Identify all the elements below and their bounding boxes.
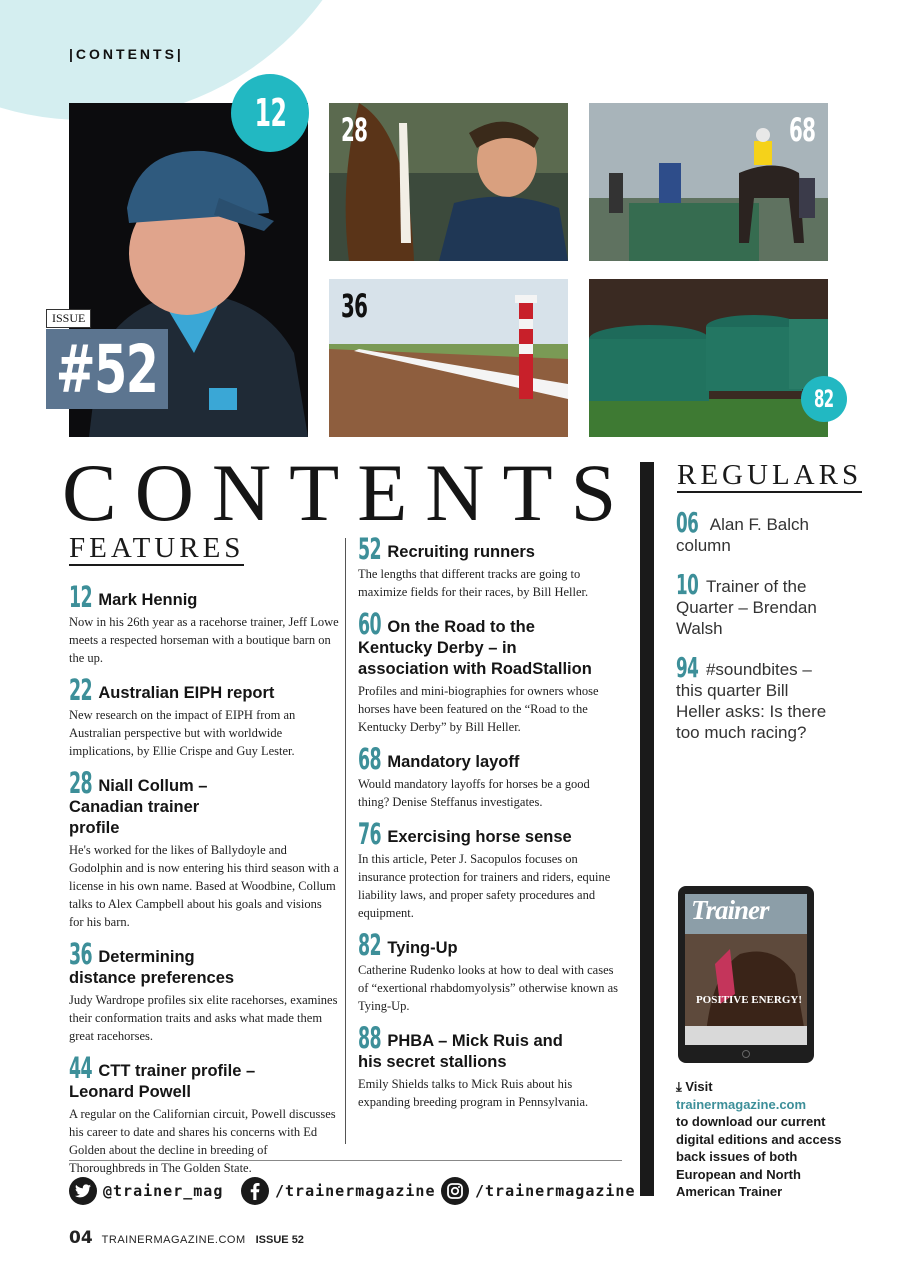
feature-page-number: 82 xyxy=(358,928,382,962)
features-column-right xyxy=(358,532,620,1122)
feature-description: A regular on the Californian circuit, Powell discusses his career to date and shares his concerns with Ed Golden about the decline in breeding of Thoroughbreds in The Golden State. xyxy=(69,1107,336,1175)
feature-item[interactable] xyxy=(69,937,339,1045)
tablet-magazine-title: Trainer xyxy=(691,895,769,925)
feature-title: Determining distance preferences xyxy=(69,948,235,987)
feature-page-number: 28 xyxy=(69,766,93,800)
feature-item[interactable] xyxy=(358,817,620,922)
footer-site: TRAINERMAGAZINE.COM xyxy=(101,1234,246,1246)
regular-item[interactable] xyxy=(676,506,836,556)
social-divider xyxy=(69,1160,622,1161)
feature-description: He's worked for the likes of Ballydoyle and Godolphin and is now entering his third season with a license in his own name. Based at Woodbine, Collum talks to Alex Campbell about his goals and visions for his barn. xyxy=(69,843,339,929)
decorative-corner-circle xyxy=(0,0,380,120)
feature-title: Recruiting runners xyxy=(387,543,535,561)
regulars-column xyxy=(676,506,836,761)
facebook-icon xyxy=(241,1177,269,1205)
facebook-handle: /trainermagazine xyxy=(275,1182,436,1200)
feature-description: Emily Shields talks to Mick Ruis about his expanding breeding program in Pennsylvania. xyxy=(358,1077,589,1109)
feature-page-number: 52 xyxy=(358,532,382,566)
feature-page-number: 88 xyxy=(358,1021,382,1055)
photo-28-number: 28 xyxy=(341,111,368,149)
feature-title: Exercising horse sense xyxy=(387,828,572,846)
feature-title: CTT trainer profile – Leonard Powell xyxy=(69,1062,256,1101)
photo-feed-tubs xyxy=(589,279,828,437)
features-column-left xyxy=(69,580,339,1188)
column-divider xyxy=(345,538,346,1144)
feature-page-number: 22 xyxy=(69,673,93,707)
feature-item[interactable] xyxy=(69,766,339,931)
feature-title: Mark Hennig xyxy=(98,591,198,609)
feature-item[interactable] xyxy=(358,532,620,601)
instagram-handle: /trainermagazine xyxy=(475,1182,636,1200)
regular-text: Trainer of the Quarter – Brendan Walsh xyxy=(676,577,817,638)
photo-horses-training xyxy=(589,103,828,261)
page-number: 04 xyxy=(69,1228,93,1248)
visit-block xyxy=(676,1078,846,1201)
feature-page-number: 68 xyxy=(358,742,382,776)
feature-item[interactable] xyxy=(358,742,620,811)
regular-page-number: 94 xyxy=(676,651,699,684)
social-facebook[interactable] xyxy=(241,1177,436,1205)
feature-item[interactable] xyxy=(69,673,339,760)
photo-36-number: 36 xyxy=(341,287,368,325)
tablet-home-button xyxy=(742,1050,750,1058)
social-twitter[interactable] xyxy=(69,1177,223,1205)
social-instagram[interactable] xyxy=(441,1177,636,1205)
feature-description: Judy Wardrope profiles six elite racehorses, examines their conformation traits and asks what made them great racehorses. xyxy=(69,993,338,1043)
instagram-icon xyxy=(441,1177,469,1205)
badge-page-12: 12 xyxy=(231,74,309,152)
visit-text: to download our current digital editions and access back issues of both European and North American Trainer xyxy=(676,1114,842,1199)
regulars-bar xyxy=(640,462,654,1196)
feature-title: Australian EIPH report xyxy=(98,684,275,702)
tablet-cover-line: POSITIVE ENERGY! xyxy=(695,994,802,1006)
feature-title: On the Road to the Kentucky Derby – in association with RoadStallion xyxy=(358,618,592,678)
photo-68-number: 68 xyxy=(789,111,816,149)
page-footer xyxy=(69,1228,304,1248)
twitter-icon xyxy=(69,1177,97,1205)
feature-item[interactable] xyxy=(358,928,620,1015)
feature-page-number: 76 xyxy=(358,817,382,851)
photo-racetrack-rail xyxy=(329,279,568,437)
regular-page-number: 06 xyxy=(676,506,699,539)
footer-issue: ISSUE 52 xyxy=(255,1234,304,1246)
visit-link[interactable]: trainermagazine.com xyxy=(676,1096,807,1112)
issue-label: ISSUE xyxy=(46,309,91,328)
feature-description: In this article, Peter J. Sacopulos focuses on insurance protection for trainers and riders, equine liability laws, and proper safety procedures and equipment. xyxy=(358,852,611,920)
regular-text: #soundbites – this quarter Bill Heller asks: Is there too much racing? xyxy=(676,660,827,742)
feature-title: Niall Collum – Canadian trainer profile xyxy=(69,777,208,837)
feature-page-number: 36 xyxy=(69,937,93,971)
top-contents-label: |CONTENTS| xyxy=(69,46,184,62)
feature-description: The lengths that different tracks are going to maximize fields for their races, by Bill Heller. xyxy=(358,567,589,599)
badge-page-82: 82 xyxy=(801,376,847,422)
issue-number: #52 xyxy=(46,329,168,409)
issue-box xyxy=(46,309,168,409)
feature-title: Tying-Up xyxy=(387,939,458,957)
download-icon: ⤓ xyxy=(676,1079,682,1094)
feature-item[interactable] xyxy=(69,580,339,667)
regular-item[interactable] xyxy=(676,568,836,639)
feature-description: Would mandatory layoffs for horses be a good thing? Denise Steffanus investigates. xyxy=(358,777,590,809)
regulars-heading: REGULARS xyxy=(677,460,862,493)
feature-description: Profiles and mini-biographies for owners whose horses have been featured on the “Road to the Kentucky Derby” by Bill Heller. xyxy=(358,684,599,734)
twitter-handle: @trainer_mag xyxy=(103,1182,224,1200)
feature-description: New research on the impact of EIPH from an Australian perspective but with worldwide implications, by Ellie Crispe and Guy Lester. xyxy=(69,708,296,758)
feature-description: Now in his 26th year as a racehorse trainer, Jeff Lowe meets a respected horseman with a boutique barn on the up. xyxy=(69,615,339,665)
feature-item[interactable] xyxy=(358,1021,620,1111)
feature-page-number: 60 xyxy=(358,607,382,641)
feature-title: Mandatory layoff xyxy=(387,753,520,771)
regular-page-number: 10 xyxy=(676,568,699,601)
regular-text: Alan F. Balch column xyxy=(676,515,809,555)
photo-trainer-with-horse xyxy=(329,103,568,261)
feature-title: PHBA – Mick Ruis and his secret stallions xyxy=(358,1032,563,1071)
feature-page-number: 44 xyxy=(69,1051,93,1085)
tablet-screen xyxy=(685,894,807,1045)
feature-description: Catherine Rudenko looks at how to deal with cases of “exertional rhabdomyolysis” otherwise known as Tying-Up. xyxy=(358,963,619,1013)
page-title: CONTENTS xyxy=(62,447,635,538)
tablet-magazine-cover[interactable] xyxy=(678,886,814,1063)
features-heading: FEATURES xyxy=(69,533,244,566)
feature-page-number: 12 xyxy=(69,580,93,614)
feature-item[interactable] xyxy=(69,1051,339,1177)
visit-label: Visit xyxy=(685,1079,713,1094)
regular-item[interactable] xyxy=(676,651,836,743)
feature-item[interactable] xyxy=(358,607,620,736)
